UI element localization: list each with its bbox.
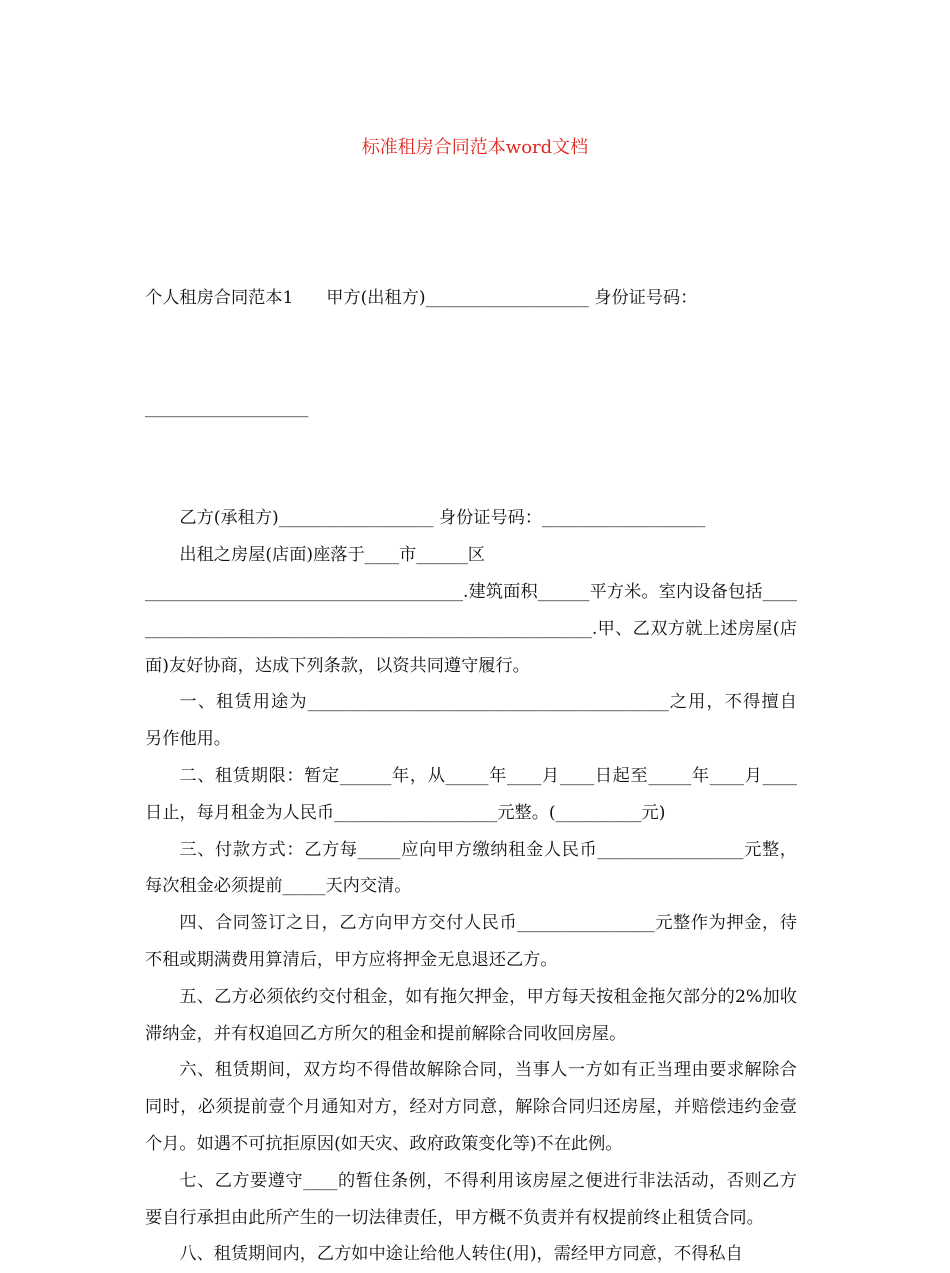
intro-line: ___________________ — [145, 397, 309, 418]
intro-line: 个人租房合同范本1 甲方(出租方)___________________ 身份证号码： — [145, 287, 698, 308]
clause-3: 三、付款方式：乙方每_____应向甲方缴纳租金人民币_________________元整，每次租金必须提前_____天内交清。 — [145, 839, 797, 897]
document-body — [145, 206, 797, 1273]
clause-4: 四、合同签订之日，乙方向甲方交付人民币________________元整作为押金，待不租或期满费用算清后，甲方应将押金无息退还乙方。 — [145, 913, 797, 970]
paragraph-property-details: _____________________________________.建筑面积______平方米。室内设备包括________________________________________________________.甲、乙双方就上述房屋(店面)友好协商，达成下列条款，以资共同遵守履行。 — [145, 581, 797, 676]
paragraph-property-location: 出租之房屋(店面)座落于____市______区 — [179, 545, 485, 566]
clause-1: 一、租赁用途为__________________________________________之用，不得擅自另作他用。 — [145, 692, 797, 750]
intro-paragraph — [145, 206, 797, 500]
clause-8: 八、租赁期间内，乙方如中途让给他人转住(用)，需经甲方同意，不得私自 — [179, 1244, 743, 1265]
document-title: 标准租房合同范本word文档 — [361, 137, 589, 158]
paragraph-tenant: 乙方(承租方)__________________ 身份证号码：___________________ — [179, 508, 706, 529]
clause-2: 二、租赁期限：暂定______年，从_____年____月____日起至_____年____月____日止，每月租金为人民币___________________元整。(__________元) — [145, 765, 797, 823]
clause-5: 五、乙方必须依约交付租金，如有拖欠押金，甲方每天按租金拖欠部分的2%加收滞纳金，并有权追回乙方所欠的租金和提前解除合同收回房屋。 — [145, 986, 797, 1044]
clause-6: 六、租赁期间，双方均不得借故解除合同，当事人一方如有正当理由要求解除合同时，必须提前壹个月通知对方，经对方同意，解除合同归还房屋，并赔偿违约金壹个月。如遇不可抗拒原因(如天灾、政府政策变化等)不在此例。 — [145, 1060, 797, 1154]
clause-7: 七、乙方要遵守____的暂住条例，不得利用该房屋之便进行非法活动，否则乙方要自行承担由此所产生的一切法律责任，甲方概不负责并有权提前终止租赁合同。 — [145, 1170, 797, 1228]
